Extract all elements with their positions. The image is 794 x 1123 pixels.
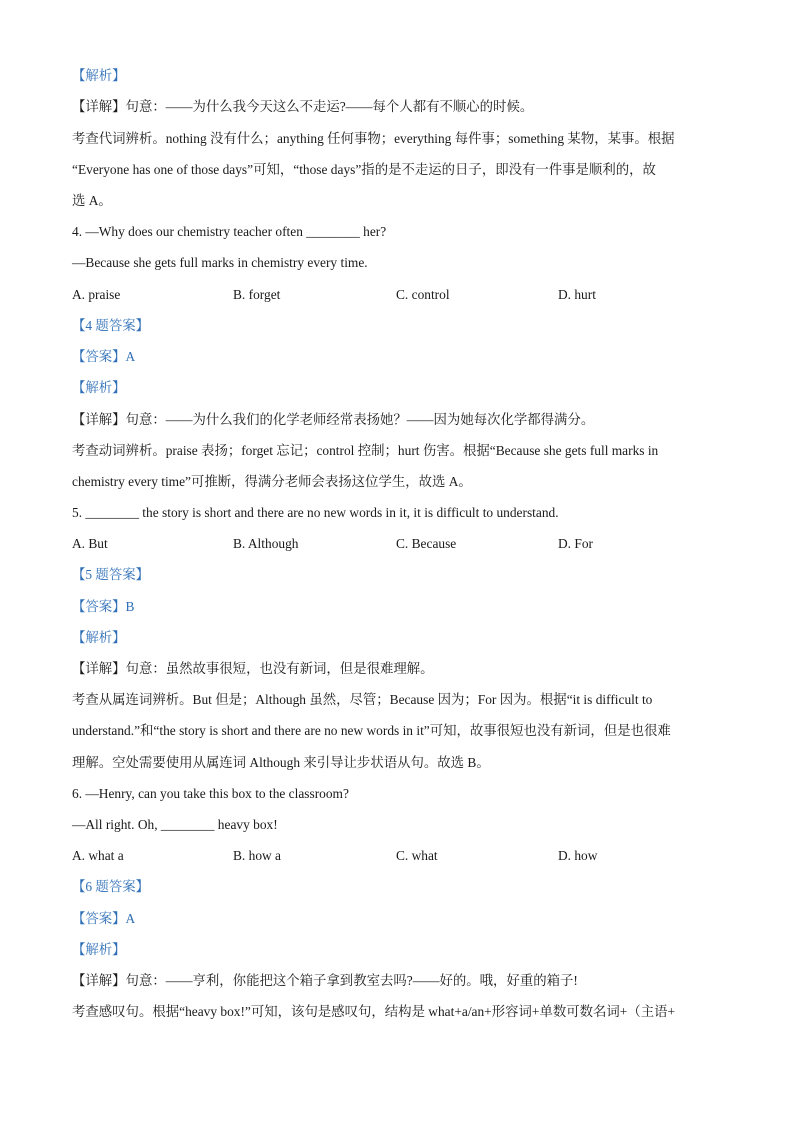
answer-heading: 【6 题答案】	[72, 879, 149, 894]
detail-text: 【详解】句意：——亨利，你能把这个箱子拿到教室去吗?——好的。哦，好重的箱子!	[72, 973, 578, 988]
answer-heading: 【5 题答案】	[72, 567, 149, 582]
question-4-reply: —Because she gets full marks in chemistry every time.	[72, 255, 368, 270]
analysis-text: 考查代词辨析。nothing 没有什么；anything 任何事物；everything 每件事；something 某物，某事。根据	[72, 131, 675, 146]
question-4: 4. —Why does our chemistry teacher often ________ her?	[72, 224, 387, 239]
answer-value: 【答案】B	[72, 599, 135, 614]
option-d: D. how	[558, 848, 598, 863]
option-b: B. Although	[233, 536, 299, 551]
question-6-reply: —All right. Oh, ________ heavy box!	[72, 817, 278, 832]
detail-text: 【详解】句意：——为什么我今天这么不走运?——每个人都有不顺心的时候。	[72, 99, 534, 114]
answer-text	[72, 598, 754, 616]
analysis-text: 选 A。	[72, 193, 112, 208]
question-6: 6. —Henry, can you take this box to the classroom?	[72, 786, 349, 801]
analysis-text: 考查感叹句。根据“heavy box!”可知，该句是感叹句，结构是 what+a/an+形容词+单数可数名词+（主语+	[72, 1004, 676, 1019]
option-c: C. Because	[396, 536, 457, 551]
analysis-text: chemistry every time”可推断，得满分老师会表扬这位学生，故选 A。	[72, 474, 472, 489]
option-d: D. hurt	[558, 287, 596, 302]
analysis-text: “Everyone has one of those days”可知，“those days”指的是不走运的日子，即没有一件事是顺利的，故	[72, 162, 656, 177]
option-b: B. how a	[233, 848, 281, 863]
analysis-text: 理解。空处需要使用从属连词 Although 来引导让步状语从句。故选 B。	[72, 755, 490, 770]
section-analysis-label: 【解析】	[72, 630, 126, 645]
option-d: D. For	[558, 536, 593, 551]
option-a: A. But	[72, 536, 108, 551]
answer-text	[72, 348, 754, 366]
question-5: 5. ________ the story is short and there are no new words in it, it is difficult to understand.	[72, 505, 559, 520]
analysis-text: 考查动词辨析。praise 表扬；forget 忘记；control 控制；hurt 伤害。根据“Because she gets full marks in	[72, 443, 659, 458]
answer-heading: 【4 题答案】	[72, 318, 149, 333]
option-a: A. praise	[72, 287, 121, 302]
detail-text: 【详解】句意：——为什么我们的化学老师经常表扬她？——因为她每次化学都得满分。	[72, 412, 595, 427]
analysis-text: 考查从属连词辨析。But 但是；Although 虽然，尽管；Because 因为；For 因为。根据“it is difficult to	[72, 692, 653, 707]
option-c: C. control	[396, 287, 450, 302]
section-analysis-label: 【解析】	[72, 942, 126, 957]
answer-value: 【答案】A	[72, 911, 136, 926]
section-analysis-label: 【解析】	[72, 380, 126, 395]
answer-value: 【答案】A	[72, 349, 136, 364]
option-a: A. what a	[72, 848, 124, 863]
option-b: B. forget	[233, 287, 281, 302]
section-analysis-label: 【解析】	[72, 68, 126, 83]
answer-text	[72, 910, 754, 928]
option-c: C. what	[396, 848, 438, 863]
analysis-text: understand.”和“the story is short and there are no new words in it”可知，故事很短也没有新词，但是也很难	[72, 723, 671, 738]
detail-text: 【详解】句意：虽然故事很短，也没有新词，但是很难理解。	[72, 661, 434, 676]
